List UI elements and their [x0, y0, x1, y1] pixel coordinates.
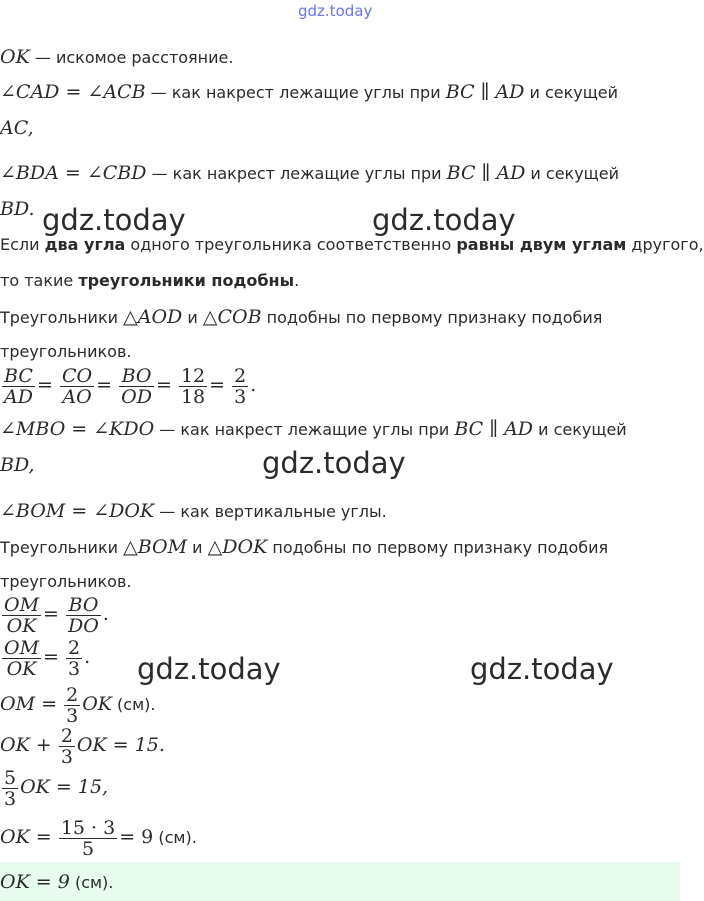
solution-line-1: OK — искомое расстояние.	[0, 46, 234, 68]
equation-five-thirds: $\frac{5}{3}$ OK = 15,	[4, 767, 109, 810]
solution-line-12: BD,	[0, 454, 35, 476]
watermark-text: gdz.today	[372, 203, 516, 237]
rule-line-2: то такие треугольники подобны.	[0, 271, 300, 290]
solution-line-5: BD.	[0, 198, 35, 220]
fraction-equation-3: $\frac{OM}{OK}$ = $\frac{2}{3}$ .	[4, 637, 91, 680]
solution-line-11: ∠MBO = ∠KDO — как накрест лежащие углы при BC ∥ AD и секущей	[0, 418, 627, 440]
equation-om: OM = $\frac{2}{3}$ OK (см).	[0, 684, 156, 727]
equation-sum: OK + $\frac{2}{3}$ OK = 15.	[0, 725, 165, 768]
solution-line-2: ∠CAD = ∠ACB — как накрест лежащие углы при BC ∥ AD и секущей	[0, 81, 619, 103]
solution-line-3: AC,	[0, 117, 34, 139]
solution-line-4: ∠BDA = ∠CBD — как накрест лежащие углы при BC ∥ AD и секущей	[0, 162, 619, 184]
watermark-text: gdz.today	[262, 446, 406, 480]
solution-line-14: Треугольники △BOM и △DOK подобны по первому признаку подобия	[0, 536, 609, 558]
fraction-equation-1: $\frac{BC}{AD}$ = $\frac{CO}{AO}$ = $\frac{BO}{OD}$ = $\frac{12}{18}$ = $\frac{2}{3}$ .	[4, 365, 257, 408]
rule-line-1: Если два угла одного треугольника соответственно равны двум углам другого,	[0, 235, 704, 254]
fraction-equation-2: $\frac{OM}{OK}$ = $\frac{BO}{DO}$ .	[4, 594, 109, 637]
equation-ok-result: OK = $\frac{15 \cdot 3}{5}$ = 9 (см).	[0, 817, 197, 860]
solution-line-15: треугольников.	[0, 572, 132, 591]
watermark-text: gdz.today	[470, 652, 614, 686]
final-answer: OK = 9 (см).	[0, 871, 114, 893]
solution-line-8: Треугольники △AOD и △COB подобны по первому признаку подобия	[0, 306, 603, 328]
solution-line-13: ∠BOM = ∠DOK — как вертикальные углы.	[0, 500, 387, 522]
solution-line-9: треугольников.	[0, 342, 132, 361]
watermark-text: gdz.today	[42, 203, 186, 237]
top-watermark: gdz.today	[298, 2, 373, 20]
watermark-text: gdz.today	[137, 652, 281, 686]
